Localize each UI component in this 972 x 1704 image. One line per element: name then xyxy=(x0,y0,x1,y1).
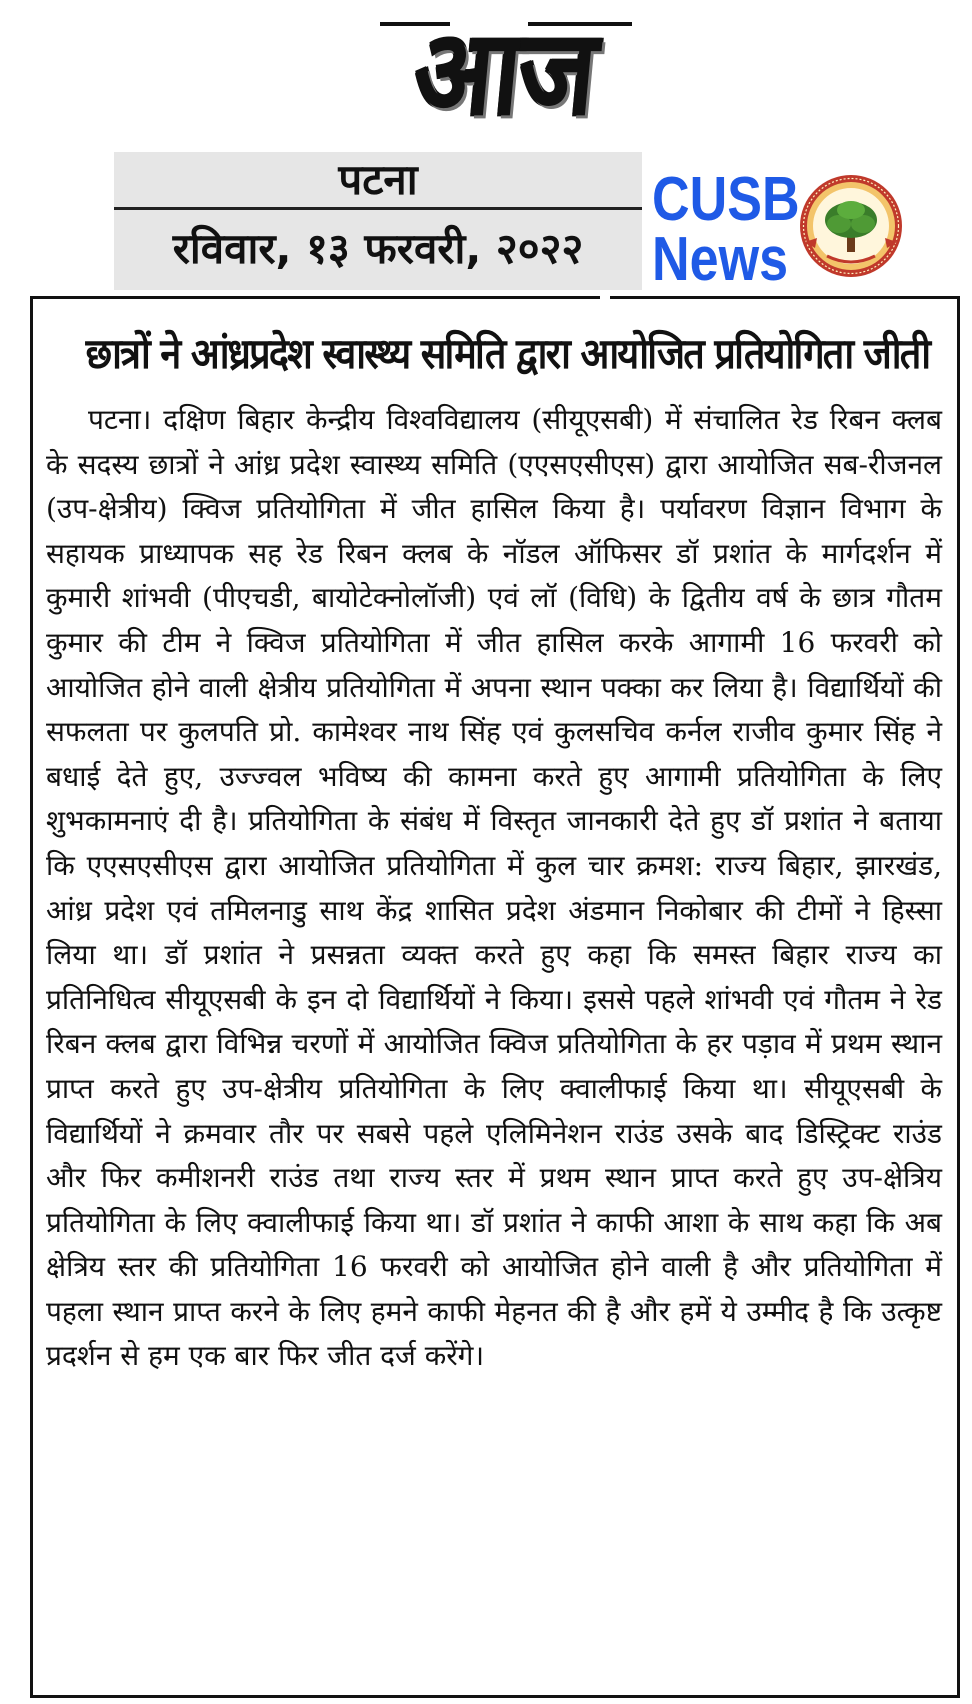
edition-city: पटना xyxy=(338,155,418,204)
article-headline: छात्रों ने आंध्रप्रदेश स्वास्थ्य समिति द्वारा आयोजित प्रतियोगिता जीती xyxy=(85,329,930,378)
article-paragraph: पटना। दक्षिण बिहार केन्द्रीय विश्वविद्यालय (सीयूएसबी) में संचालित रेड रिबन क्लब के सदस्य छात्रों ने आंध्र प्रदेश स्वास्थ्य समिति (एएसएसीएस) द्वारा आयोजित सब-रीजनल (उप-क्षेत्रीय) क्विज प्रतियोगिता में जीत हासिल किया है। पर्यावरण विज्ञान विभाग के सहायक प्राध्यापक सह रेड रिबन क्लब के नॉडल ऑफिसर डॉ प्रशांत के मार्गदर्शन में कुमारी शांभवी (पीएचडी, बायोटेक्नोलॉजी) एवं लॉ (विधि) के द्वितीय वर्ष के छात्र गौतम कुमार की टीम ने क्विज प्रतियोगिता में जीत हासिल करके आगामी 16 फरवरी को आयोजित होने वाली क्षेत्रीय प्रतियोगिता में अपना स्थान पक्का कर लिया है। विद्यार्थियों की सफलता पर कुलपति प्रो. कामेश्वर नाथ सिंह एवं कुलसचिव कर्नल राजीव कुमार सिंह ने बधाई देते हुए, उज्ज्वल भविष्य की कामना करते हुए आगामी प्रतियोगिता के लिए शुभकामनाएं दी है। प्रतियोगिता के संबंध में विस्तृत जानकारी देते हुए डॉ प्रशांत ने बताया कि एएसएसीएस द्वारा आयोजित प्रतियोगिता में कुल चार क्रमश: राज्य बिहार, झारखंड, आंध्र प्रदेश एवं तमिलनाडु साथ केंद्र शासित प्रदेश अंडमान निकोबार की टीमों ने हिस्सा लिया था। डॉ प्रशांत ने प्रसन्नता व्यक्त करते हुए कहा कि समस्त बिहार राज्य का प्रतिनिधित्व सीयूएसबी के इन दो विद्यार्थियों ने किया। इससे पहले शांभवी एवं गौतम ने रेड रिबन क्लब द्वारा विभिन्न चरणों में आयोजित क्विज प्रतियोगिता के हर पड़ाव में प्रथम स्थान प्राप्त करते हुए उप-क्षेत्रीय प्रतियोगिता के लिए क्वालीफाई किया था। सीयूएसबी के विद्यार्थियों ने क्रमवार तौर पर सबसे पहले एलिमिनेशन राउंड उसके बाद डिस्ट्रिक्ट राउंड और फिर कमीशनरी राउंड तथा राज्य स्तर में प्रथम स्थान प्राप्त करते हुए उप-क्षेत्रिय प्रतियोगिता के लिए क्वालीफाई किया था। डॉ प्रशांत ने काफी आशा के साथ कहा कि अब क्षेत्रिय स्तर की प्रतियोगिता 16 फरवरी को आयोजित होने वाली है और प्रतियोगिता में पहला स्थान प्राप्त करने के लिए हमने काफी मेहनत की है और हमें ये उम्मीद है कि उत्कृष्ट प्रदर्शन से हम एक बार फिर जीत दर्ज करेंगे। xyxy=(46,403,942,1373)
dateline-box xyxy=(114,152,642,290)
cusb-label-line2: News xyxy=(652,225,789,294)
article-body xyxy=(46,398,942,1694)
cusb-news-label xyxy=(652,165,800,298)
dateline-divider xyxy=(114,207,642,210)
university-seal-icon xyxy=(797,172,905,280)
edition-date: रविवार, १३ फरवरी, २०२२ xyxy=(172,224,584,273)
masthead xyxy=(0,0,972,300)
logo-text: आज xyxy=(408,4,602,142)
newspaper-logo xyxy=(360,4,650,142)
cusb-label-line1: CUSB xyxy=(652,165,800,234)
